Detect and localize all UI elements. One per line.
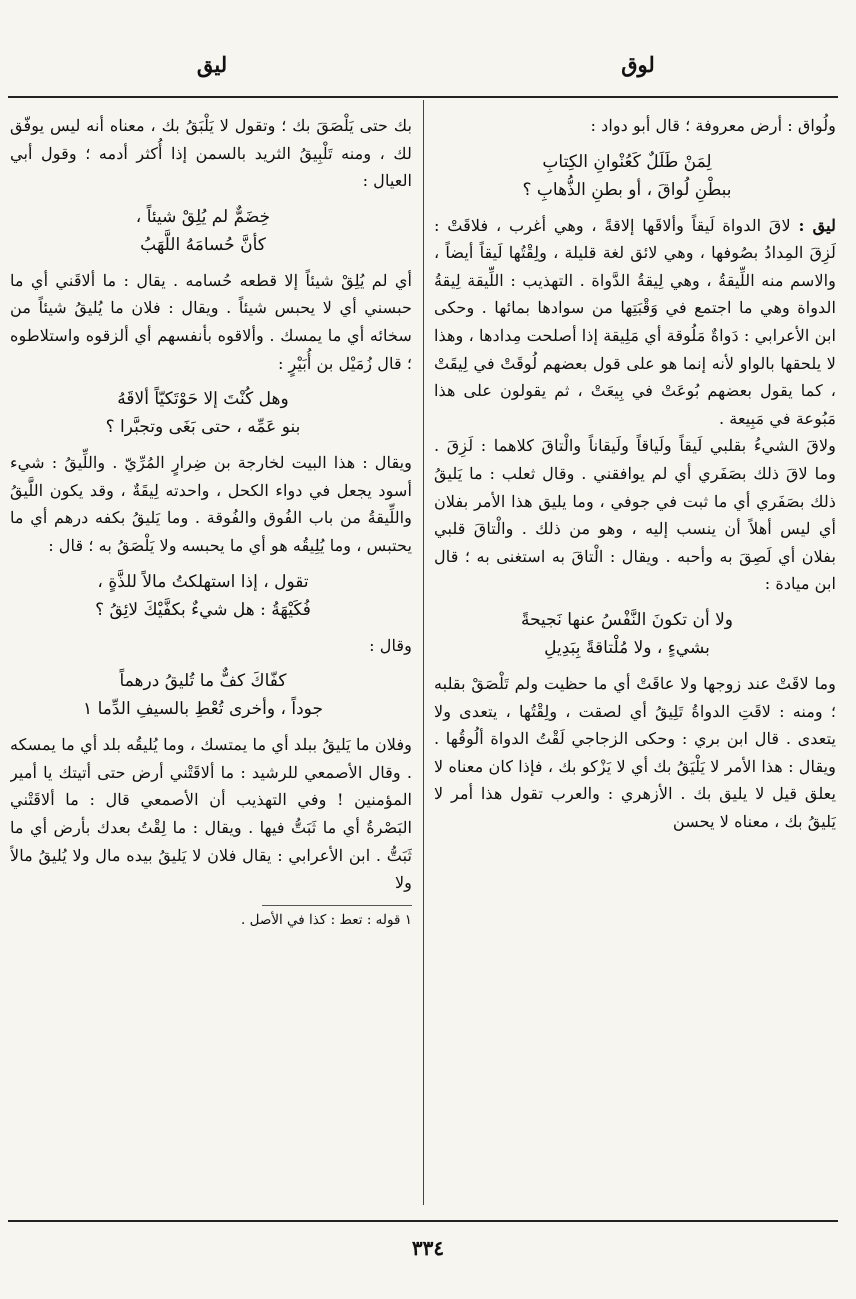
verse-ibn-mayyada [434,606,836,662]
paragraph: وقال : [369,635,412,655]
column-divider [423,100,424,1205]
bottom-rule [8,1220,838,1222]
footnote-rule [262,905,412,906]
page-number: ٣٣٤ [411,1236,445,1260]
verse-line: لِمَنْ طَلَلٌ كَعُنْوانِ الكِتابِ [542,151,712,172]
verse-line: وهل كُنْتَ إلا حَوْتَكيّاً ألاقَهُ [117,389,289,410]
verse-line: ولا أن تكونَ النَّفْسُ عنها نَجيحةً [520,609,734,630]
paragraph: ويقال : هذا البيت لخارجة بن ضِرارٍ المُرِّيّ . واللِّيقُ : شيء أسود يجعل في دواء الكحل ، واحدته لِيقَةٌ ، وقد يكون اللَّيقُ واللِّيقةُ من باب الفُوق والفُوقة . وما يَليقُ بكفه درهم أي ما يحتبس ، وما يُلِيقُه هو أي ما يحبسه ولا يَلْصَقُ به ؛ قال : [10,453,412,555]
entry-liq-paragraph [434,212,836,433]
verse-line: جوداً ، وأخرى تُعْطِ بالسيفِ الدِّما ١ [83,699,323,720]
paragraph: ولاقَ الشيءُ بقلبي لَيقاً ولَياقاً ولَيقاناً والْتاقَ كلاهما : لَزِقَ . وما لاقَ ذلك بصَفَري أي لم يوافقني . وقال ثعلب : ما يَليقُ ذلك بصَفَري أي ما ثبت في جوفي ، وما يليق هذا الأمر بفلان أي ليس أهلاً أن ينسب إليه ، وهو من ذلك . والْتاقَ قلبي بفلان أي لَصِقَ به وأحبه . ويقال : الْتاقَ به استغنى به ؛ قال ابن ميادة : [434,436,836,594]
verse-line: خِضَمٌّ لم يُلِقْ شيئاً ، [135,206,271,227]
header-word-left: ليق [196,52,228,77]
header-word-right: لوق [621,52,655,77]
left-column [10,112,412,1210]
verse-line: كأنَّ حُسامَهُ اللَّهَبُ [140,234,266,255]
right-column [434,112,836,1210]
verse-line: بشيءٍ ، ولا مُلْتاقةً بِبَدِيلِ [544,637,710,658]
verse-abu-al-iyal [10,203,412,259]
paragraph: وما لاقَتْ عند زوجها ولا عاقَتْ أي ما حظيت ولم تَلْصَقْ بقلبه ؛ ومنه : لاقَتِ الدواةُ تَلِيقُ أي لصقت ، ولِقْتُها ، يتعدى ولا يتعدى . قال ابن بري : وحكى الزجاجي لَقْتُ الدواة ألُوقُها . ويقال : هذا الأمر لا يَلْيَقُ بك أي لا يَزْكو بك ، فإذا كان معناه لا يعلق قيل لا يليق بك . الأزهري : والعرب تقول هذا أمر لا يَليقُ بك ، معناه لا يحسن [434,673,836,831]
verse-zumayl [10,385,412,441]
verse-line: كفّاكَ كفٌّ ما تُليقُ درهماً [119,671,287,692]
paragraph: أي لم يُلِقْ شيئاً إلا قطعه حُسامه . يقال : ما ألاقَني أي ما حبسني أي لا يحبس شيئاً . ويقال : فلان ما يُليقُ شيئاً من سخائه أي ما يمسك . وألاقوه بأنفسهم أي ألزقوه واستلاطوه ؛ قال زُمَيْل بن أُبَيْرٍ : [10,270,412,373]
verse-line: فُكَيْهَةُ : هل شيءٌ بكفَّيْكَ لائِقُ ؟ [95,599,311,620]
footnote: ١ قوله : تعط : كذا في الأصل . [241,911,412,928]
verse-abu-duwad [434,148,836,204]
paragraph: وفلان ما يَليقُ ببلد أي ما يمتسك ، وما يُليقُه بلد أي ما يمسكه . وقال الأصمعي للرشيد : ما ألاقَتْني أرض حتى أتيتك يا أمير المؤمنين ! وفي التهذيب أن الأصمعي قال : ما ألاقَتْني البَصْرةُ أي ما ثَبَتُّ فيها . ويقال : ما لِقْتُ بعدك بأرض أي ما ثَبَتُّ . ابن الأعرابي : يقال فلان لا يَليقُ بيده مال ولا يُليقُ مالاً ولا [10,735,412,893]
verse-kaffak [10,667,412,723]
verse-fukayha [10,568,412,624]
verse-line: ببطْنِ لُواقَ ، أو بطنِ الذُّهابِ ؟ [522,179,732,200]
verse-line: بنو عَمِّه ، حتى بَغَى وتجبَّرا ؟ [105,417,301,438]
entry-headword: ليق : [798,215,836,235]
entry-text: لاقَ الدواة لَيقاً وألاقَها إلاقةً ، وهي أغرب ، فلاقَتْ : لَزِقَ المِدادُ بصُوفها ، وهي لائق لغة قليلة ، ولِقْتُها لَيقاً أيضاً ، والاسم منه اللِّيقةُ ، وهي لِيقةُ الدَّواة . التهذيب : اللِّيقة لِيقةُ الدواة وهي ما اجتمع في وَقْبَتِها من سوادها بمائها . وحكى ابن الأعرابي : دَواةٌ مَلُوقة أي مَلِيقة إذا أصلحت مِدادها ، وهذا لا يلحقها بالواو لأنه إنما هو على قول بعضهم لُوقَتْ في لِيقَتْ ، كما يقول بعضهم بُوعَتْ في بِيعَتْ ، ثم يقولون على هذا مَبُوعة في مَبِيعة . [434,215,836,428]
paragraph: بك حتى يَلْصَقَ بك ؛ وتقول لا يَلْبَقُ بك ، معناه أنه ليس يوفّق لك ، ومنه تَلْبِيقُ الثريد بالسمن إذا أُكثر أدمه ؛ وقول أبي العيال : [10,116,412,191]
top-rule [8,96,838,98]
paragraph-lawaq: ولُواق : أرض معروفة ؛ قال أبو دواد : [590,116,836,135]
verse-line: تقول ، إذا استهلكتُ مالاً للذَّةٍ ، [97,571,309,592]
